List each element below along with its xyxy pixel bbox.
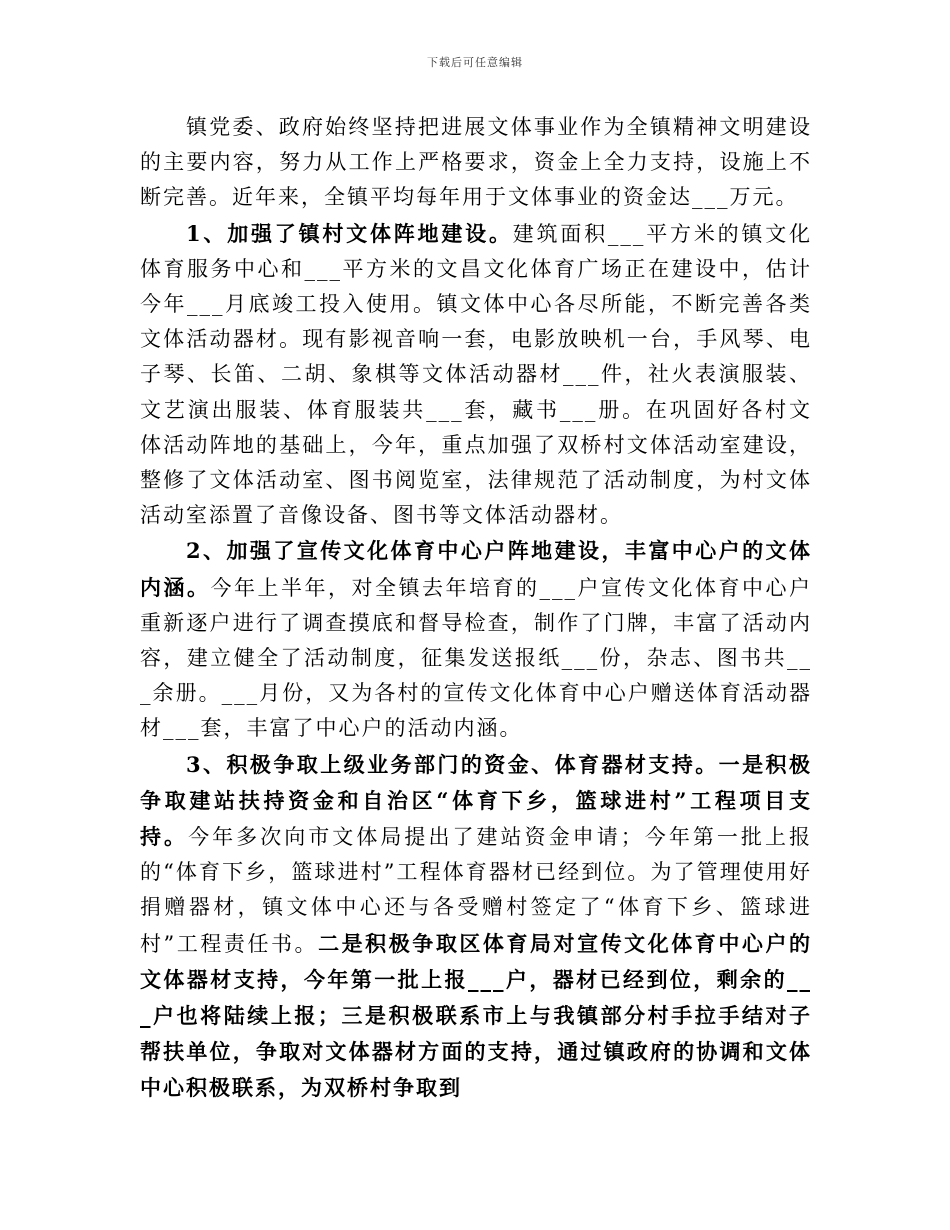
section-1-text: 建筑面积___平方米的镇文化体育服务中心和___平方米的文昌文化体育广场正在建设中，估计今年___月底竣工投入使用。镇文体中心各尽所能，不断完善各类文体活动器材。现有影视音响一套，电影放映机一台，手风琴、电子琴、长笛、二胡、象棋等文体活动器材___件，社火表演服装、文艺演出服装、体育服装共___套，藏书___册。在巩固好各村文体活动阵地的基础上，今年，重点加强了双桥村文体活动室建设，整修了文体活动室、图书阅览室，法律规范了活动制度，为村文体活动室添置了音像设备、图书等文体活动器材。 — [140, 221, 812, 528]
section-2-heading: 2、加强了宣传文化体育中心户阵地建设，丰富中心户的文体内涵。 — [140, 538, 812, 600]
section-3-heading: 3、积极争取上级业务部门的资金、体育器材支持。一是积极争取建站扶持资金和自治区“体育下乡，篮球进村”工程项目支持。 — [140, 751, 812, 850]
section-1-heading: 1、加强了镇村文体阵地建设。 — [186, 220, 513, 246]
paragraph-section-3 — [140, 747, 812, 1107]
paragraph-intro-text: 镇党委、政府始终坚持把进展文体事业作为全镇精神文明建设的主要内容，努力从工作上严格要求，资金上全力支持，设施上不断完善。近年来，全镇平均每年用于文体事业的资金达___万元。 — [140, 115, 812, 210]
section-3-bold-continuation: 二是积极争取区体育局对宣传文化体育中心户的文体器材支持，今年第一批上报___户，器材已经到位，剩余的___户也将陆续上报；三是积极联系市上与我镇部分村手拉手结对子帮扶单位，争取对文体器材方面的支持，通过镇政府的协调和文体中心积极联系，为双桥村争取到 — [140, 930, 812, 1101]
paragraph-section-2 — [140, 533, 812, 746]
section-2-text: 今年上半年，对全镇去年培育的___户宣传文化体育中心户重新逐户进行了调查摸底和督导检查，制作了门牌，丰富了活动内容，建立健全了活动制度，征集发送报纸___份，杂志、图书共___余册。___月份，又为各村的宣传文化体育中心户赠送体育活动器材___套，丰富了中心户的活动内涵。 — [140, 575, 812, 741]
document-body — [140, 110, 812, 1107]
paragraph-section-1 — [140, 216, 812, 534]
paragraph-intro — [140, 110, 812, 216]
page-header: 下载后可任意编辑 — [427, 56, 523, 69]
section-3-text: 今年多次向市文体局提出了建站资金申请；今年第一批上报的“体育下乡，篮球进村”工程体育器材已经到位。为了管理使用好捐赠器材，镇文体中心还与各受赠村签定了“体育下乡、篮球进村”工程责任书。 — [140, 825, 813, 956]
